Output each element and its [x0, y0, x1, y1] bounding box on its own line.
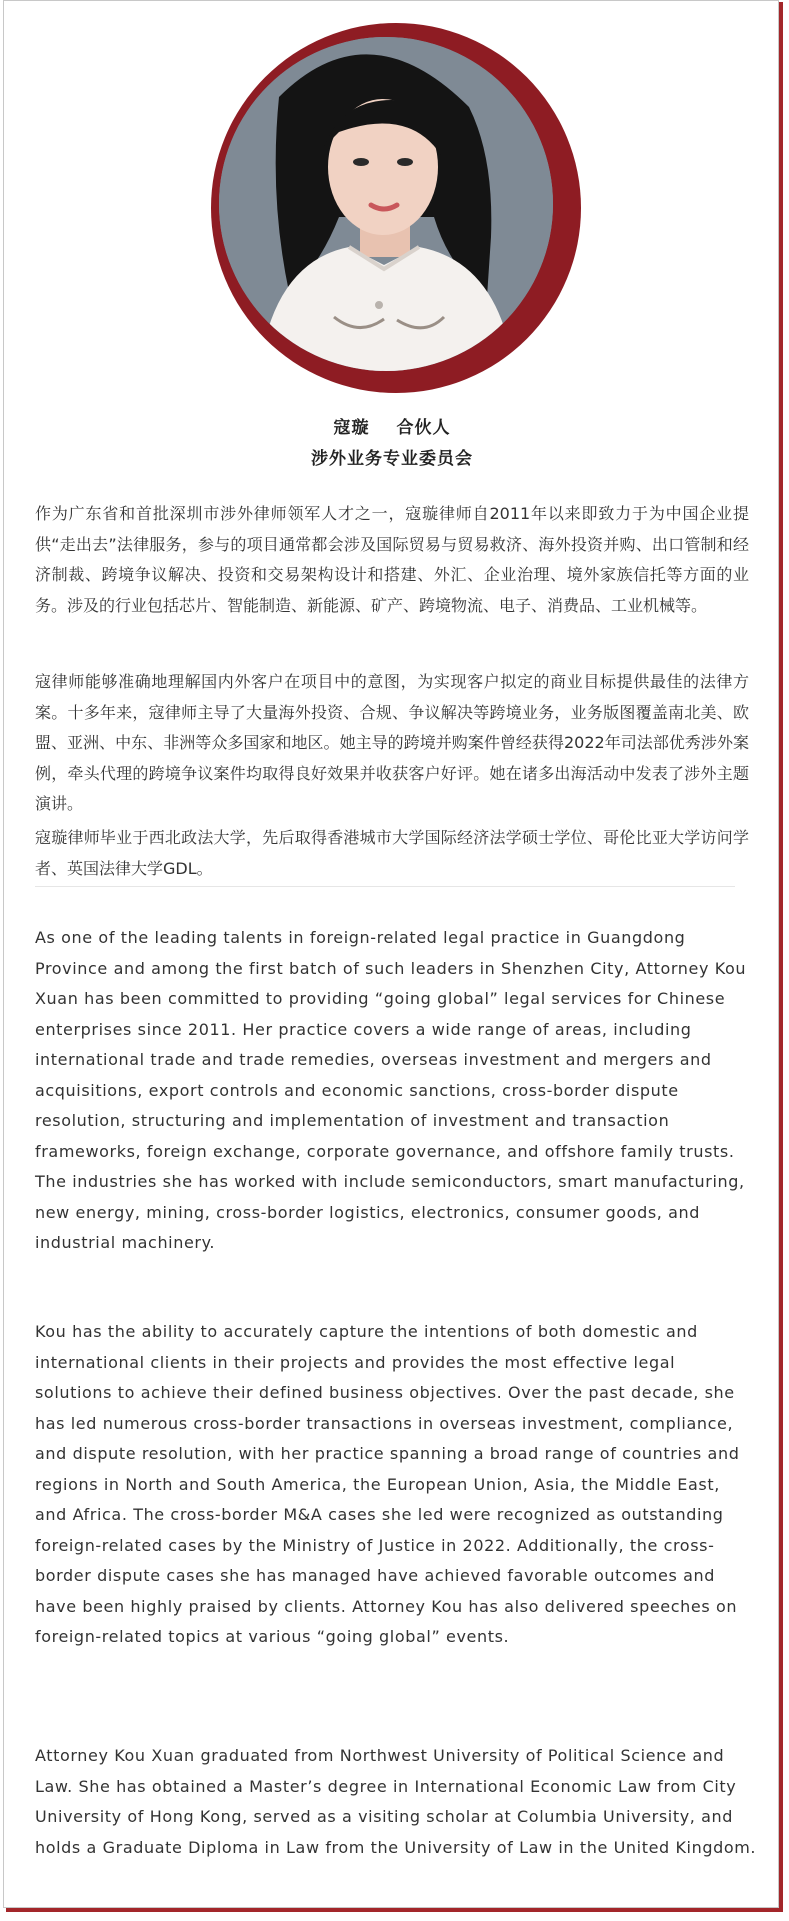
- bio-en-paragraph-3: Attorney Kou Xuan graduated from Northwest University of Political Science and Law. She has obtained a Master’s degree in International Economic Law from City University of Hong Kong, served as a visiting scholar at Columbia University, and holds a Graduate Diploma in Law from the University of Law in the United Kingdom.: [35, 1746, 757, 1857]
- bio-en-paragraph-2: Kou has the ability to accurately capture the intentions of both domestic and international clients in their projects and provides the most effective legal solutions to achieve their defined business objectives. Over the past decade, she has led numerous cross-border transactions in overseas investment, compliance, and dispute resolution, with her practice spanning a broad range of countries and regions in North and South America, the European Union, Asia, the Middle East, and Africa. The cross-border M&A cases she led were recognized as outstanding foreign-related cases by the Ministry of Justice in 2022. Additionally, the cross-border dispute cases she has managed have achieved favorable outcomes and have been highly praised by clients. Attorney Kou has also delivered speeches on foreign-related topics at various “going global” events.: [35, 1322, 740, 1646]
- portrait: [211, 23, 581, 393]
- bio-en-paragraph-1: As one of the leading talents in foreign-related legal practice in Guangdong Province and among the first batch of such leaders in Shenzhen City, Attorney Kou Xuan has been committed to providing “going global” legal services for Chinese enterprises since 2011. Her practice covers a wide range of areas, including international trade and trade remedies, overseas investment and mergers and acquisitions, export controls and economic sanctions, cross-border dispute resolution, structuring and implementation of investment and transaction frameworks, foreign exchange, corporate governance, and offshore family trusts. The industries she has worked with include semiconductors, smart manufacturing, new energy, mining, cross-border logistics, electronics, consumer goods, and industrial machinery.: [35, 928, 747, 1252]
- person-name: 寇璇: [333, 418, 370, 438]
- person-illustration: [219, 37, 553, 371]
- committee-name: 涉外业务专业委员会: [311, 449, 473, 469]
- bio-cn-paragraph-1: 作为广东省和首批深圳市涉外律师领军人才之一，寇璇律师自2011年以来即致力于为中国企业提供“走出去”法律服务，参与的项目通常都会涉及国际贸易与贸易救济、海外投资并购、出口管制和经济制裁、跨境争议解决、投资和交易架构设计和搭建、外汇、企业治理、境外家族信托等方面的业务。涉及的行业包括芯片、智能制造、新能源、矿产、跨境物流、电子、消费品、工业机械等。: [35, 504, 749, 615]
- name-title-line: [4, 413, 780, 438]
- person-role: 合伙人: [396, 418, 451, 438]
- portrait-photo: [219, 37, 553, 371]
- bio-cn-paragraph-2: 寇律师能够准确地理解国内外客户在项目中的意图，为实现客户拟定的商业目标提供最佳的法律方案。十多年来，寇律师主导了大量海外投资、合规、争议解决等跨境业务，业务版图覆盖南北美、欧盟、亚洲、中东、非洲等众多国家和地区。她主导的跨境并购案件曾经获得2022年司法部优秀涉外案例，牵头代理的跨境争议案件均取得良好效果并收获客户好评。她在诸多出海活动中发表了涉外主题演讲。: [35, 672, 749, 813]
- card-shadow-bottom: [6, 1908, 783, 1912]
- section-divider: [35, 886, 735, 887]
- card-shadow-right: [779, 2, 783, 1912]
- profile-card: [3, 0, 779, 1908]
- bio-cn-paragraph-3: 寇璇律师毕业于西北政法大学，先后取得香港城市大学国际经济法学硕士学位、哥伦比亚大学访问学者、英国法律大学GDL。: [35, 828, 749, 878]
